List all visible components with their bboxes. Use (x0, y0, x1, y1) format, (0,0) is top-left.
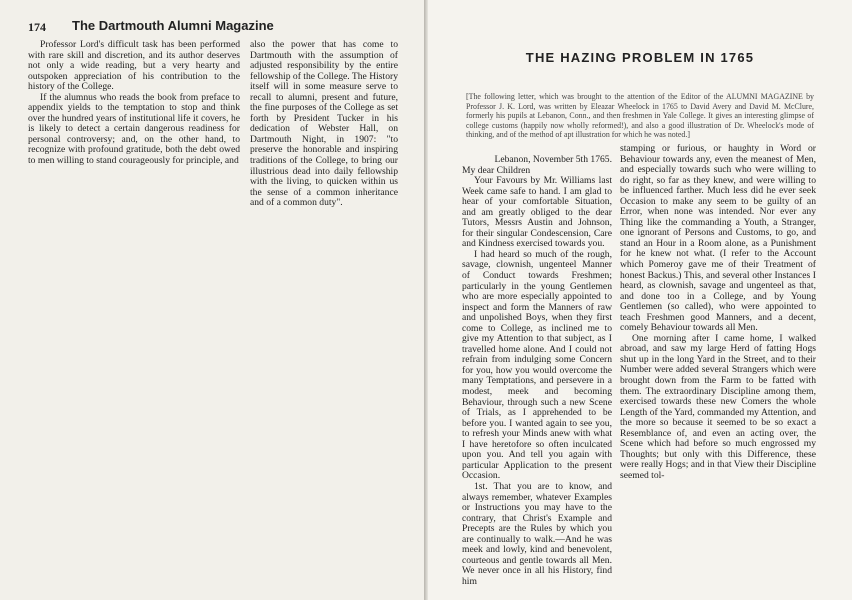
right-column-1 (462, 155, 612, 587)
paragraph: stamping or furious, or haughty in Word or Behaviour towards any, even the meanest of Men, and especially towards such who were willing to do right, so far as they knew, and were willing to be influenced farther. Much less did he ever seek Occasion to make any seem to be guilty of an Error, when none was intended. Nor ever any Thing like the commanding a Youth, a Stranger, one ignorant of Persons and Customs, to go, and stand an Hour in a Room alone, as a Punishment for he knew not what. (I refer to the Account which Pomeroy gave me of their Treatment of honest Backus.) This, and several other Instances I heard, as clownish, savage and ungenteel as that, and done too in a College, and by Young Gentlemen (so called), who were appointed to teach Freshmen good Manners, and a decent, comely Behaviour towards all Men. (620, 143, 816, 334)
paragraph: One morning after I came home, I walked abroad, and saw my large Herd of fatting Hogs shut up in the long Yard in the Street, and to their Number were added several Strangers which were brought down from the Farm to be fatted with them. The extraordinary Discipline among them, exercised towards these new Comers the whole Length of the Yard, commanded my Attention, and the more so because it seemed to be so exact a Resemblance of, and even an acting over, the Scene which had before so much engrossed my Thoughts; but only with this Difference, these were really Hogs; and in that View their Discipline seemed tol- (620, 332, 816, 481)
paragraph: I had heard so much of the rough, savage, clownish, ungenteel Manner of Conduct towards Freshmen; particularly in the young Gentlemen who are more especially appointed to inspect and form the Manners of raw and unpolished Boys, when they first come to College, as inclined me to give my Attention to that subject, as I travelled home alone. And I could not refrain from indulging some Concern for you, how you would overcome the many Temptations, and persevere in a modest, meek and becoming Behaviour, through such a new Scene of Trials, as I apprehended to be before you. I wanted again to see you, to refresh your Minds anew with what I have heretofore so often inculcated upon you. And tell you again with particular Application to the present Occasion. (462, 248, 612, 482)
left-column-1 (28, 40, 240, 167)
paragraph: also the power that has come to Dartmouth with the assumption of adjusted responsibility by the entire fellowship of the College. The History itself will in some measure serve to recall to alumni, present and future, the fine purposes of the College as set forth by President Tucker in his dedication of Webster Hall, on Dartmouth Night, in 1907: "to preserve the honorable and inspiring traditions of the College, to bring our illustrious dead into daily fellowship with the living, to quicken within us the sense of a common inheritance and of a common duty". (250, 39, 398, 209)
paragraph: Your Favours by Mr. Williams last Week came safe to hand. I am glad to hear of your comfortable Situation, and am greatly obliged to the dear Tutors, Messrs Austin and Johnson, for their singular Condescension, Care and Kindness exercised towards you. (462, 175, 612, 250)
article-title: THE HAZING PROBLEM IN 1765 (525, 50, 755, 65)
date-line: Lebanon, November 5th 1765. (494, 154, 612, 165)
paragraph: If the alumnus who reads the book from preface to appendix yields to the temptation to stop and think over the hundred years of institutional life it covers, he is likely to detect a certain dangerous readiness for personal controversy; and, on the other hand, to recognize with profound gratitude, both the debt owed to men willing to stand courageously for principle, and (28, 91, 240, 167)
paragraph: Professor Lord's difficult task has been performed with rare skill and discretion, and its author deserves not only a wide reading, but a very hearty and outspoken appreciation of his contribution to the history of the College. (28, 39, 240, 93)
editor-note: [The following letter, which was brought to the attention of the Editor of the ALUMNI MAGAZINE by Professor J. K. Lord, was written by Eleazar Wheelock in 1765 to David Avery and David M. McClure, formerly his pupils at Lebanon, Conn., and then freshmen in Yale College. It gives an interesting glimpse of college customs (happily now wholly reformed!), and also a good illustration of Dr. Wheelock's mode of thinking, and of the method of apt illustration for which he was noted.] (466, 92, 814, 140)
left-column-2 (250, 40, 398, 209)
right-column-2 (620, 144, 816, 482)
page-number: 174 (28, 20, 46, 34)
running-title: The Dartmouth Alumni Magazine (72, 18, 274, 33)
salutation: My dear Children (462, 164, 531, 176)
paragraph: 1st. That you are to know, and always remember, whatever Examples or Instructions you may have to the contrary, that Christ's Example and Precepts are the Rules by which you are continually to walk.—And he was meek and lowly, kind and benevolent, courteous and gentle towards all Men. We never once in all his History, find him (462, 480, 612, 587)
left-page (0, 0, 424, 600)
